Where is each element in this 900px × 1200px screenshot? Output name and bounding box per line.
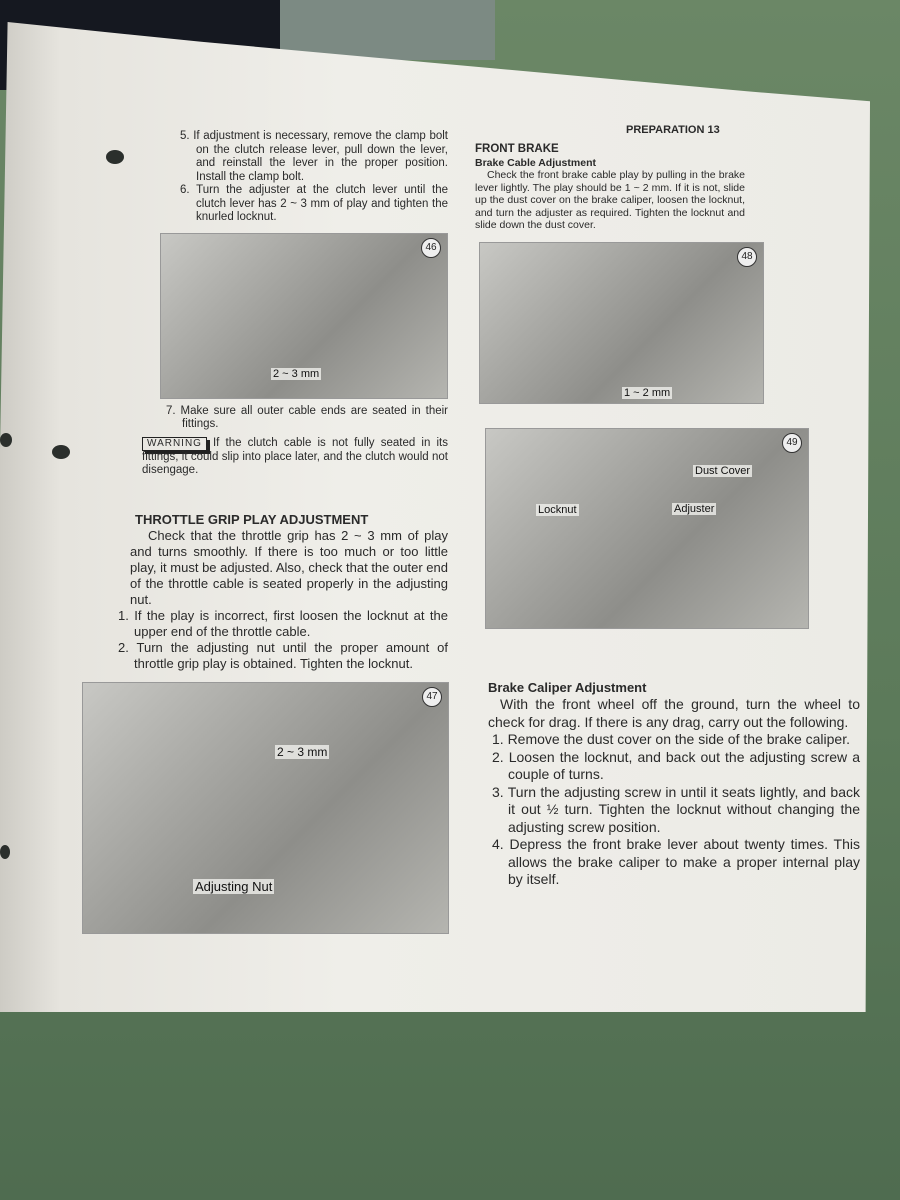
figure-label-nut: Adjusting Nut [195, 878, 273, 894]
figure-49 [485, 428, 809, 629]
figure-label-dust-cover: Dust Cover [695, 464, 751, 477]
step-5: 5. If adjustment is necessary, remove the clamp bolt on the clutch release lever, pull down the lever, and reinstall the lever in the proper position. Install the clamp bolt. [180, 130, 448, 183]
caliper-subtitle: Brake Caliper Adjustment [488, 680, 647, 695]
caliper-step: 1. Remove the dust cover on the side of the brake caliper. [492, 731, 850, 747]
throttle-title: THROTTLE GRIP PLAY ADJUSTMENT [135, 511, 369, 527]
gray-surface [280, 0, 495, 60]
figure-label-locknut: Locknut [538, 503, 577, 516]
figure-label: 1 ~ 2 mm [624, 386, 671, 399]
throttle-intro: Check that the throttle grip has 2 ~ 3 mm of play and turns smoothly. If there is too much or too little play, it must be adjusted. Also, check that the outer end of the throttle cable is seated properly in the adjusting nut. [130, 527, 448, 607]
figure-number: 48 [737, 247, 757, 267]
figure-47 [82, 682, 449, 934]
step-7: 7. Make sure all outer cable ends are seated in their fittings. [166, 404, 448, 430]
throttle-step-1: 1. If the play is incorrect, first loosen the locknut at the upper end of the throttle cable. [118, 607, 448, 639]
binder-hole [0, 433, 12, 447]
binder-hole [52, 445, 70, 459]
step-6: 6. Turn the adjuster at the clutch lever until the clutch lever has 2 ~ 3 mm of play and tighten the knurled locknut. [180, 184, 448, 223]
binder-hole [106, 150, 124, 164]
figure-label: 2 ~ 3 mm [273, 367, 320, 380]
figure-number: 49 [782, 433, 802, 453]
throttle-step-2: 2. Turn the adjusting nut until the proper amount of throttle grip play is obtained. Tighten the locknut. [118, 639, 448, 671]
warning-block [142, 437, 448, 478]
right-column [475, 143, 798, 629]
page-header: PREPARATION 13 [626, 124, 720, 136]
caliper-section [488, 680, 860, 889]
figure-46 [160, 233, 448, 399]
figure-number: 46 [421, 238, 441, 258]
figure-label-play: 2 ~ 3 mm [277, 744, 328, 759]
left-column [118, 130, 448, 934]
figure-48 [479, 242, 764, 404]
binder-hole [0, 845, 10, 859]
caliper-intro: With the front wheel off the ground, turn the wheel to check for drag. If there is any drag, carry out the following. [488, 696, 860, 730]
warning-badge: WARNING [142, 437, 207, 451]
warning-text: If the clutch cable is not fully seated in its fittings, it could slip into place later, and the clutch would not disengage. [142, 436, 448, 476]
caliper-step: 4. Depress the front brake lever about twenty times. This allows the brake caliper to make a proper internal play by itself. [492, 836, 860, 887]
caliper-steps [492, 731, 860, 889]
cable-text: Check the front brake cable play by pulling in the brake lever lightly. The play should be 1 ~ 2 mm. If it is not, slide up the dust cover on the brake caliper, loosen the locknut, and turn the adjuster as required. Tighten the locknut and slide down the dust cover. [475, 169, 745, 231]
caliper-step: 2. Loosen the locknut, and back out the adjusting screw a couple of turns. [492, 748, 860, 782]
front-brake-title: FRONT BRAKE [475, 143, 559, 155]
caliper-step: 3. Turn the adjusting screw in until it seats lightly, and back it out ½ turn. Tighten the locknut without changing the adjusting screw position. [492, 783, 860, 835]
cable-subtitle: Brake Cable Adjustment [475, 156, 596, 169]
figure-label-adjuster: Adjuster [674, 502, 715, 515]
figure-number: 47 [422, 687, 442, 707]
